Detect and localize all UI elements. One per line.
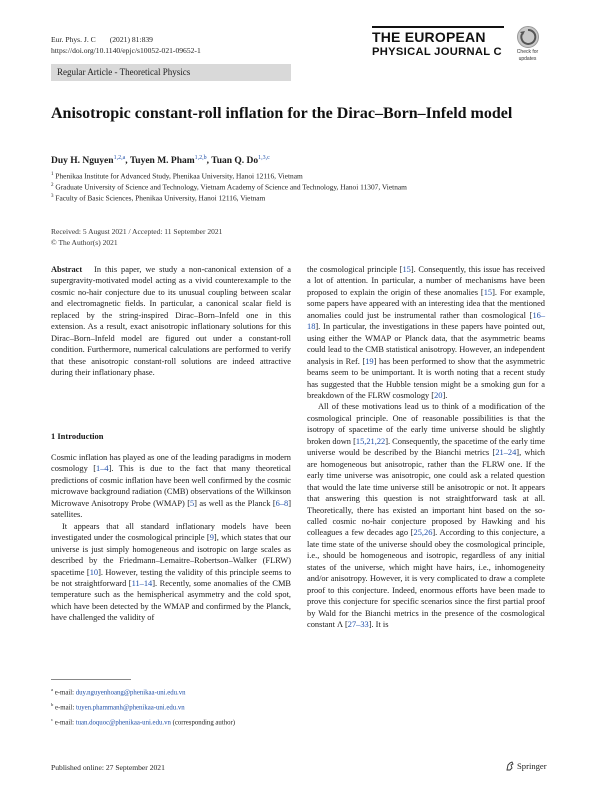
email-link[interactable]: tuan.doquoc@phenikaa-uni.edu.vn [75,719,171,727]
citation-link[interactable]: 25,26 [413,528,433,538]
doi-link[interactable]: https://doi.org/10.1140/epjc/s10052-021-09652-1 [51,46,201,55]
author-list: Duy H. Nguyen$^{1,2,a}$, Tuyen M. Pham$^{1,2,b}$, Tuan Q. Do$^{1,3,c}$ [51,155,270,167]
journal-line2: PHYSICAL JOURNAL C [372,46,502,58]
paper-title: Anisotropic constant-roll inflation for the Dirac–Born–Infeld model [51,105,513,122]
check-for-updates-icon [517,26,539,48]
abstract-label: Abstract [51,265,83,274]
journal-rule [372,26,504,28]
springer-logo [505,761,547,771]
citation-link[interactable]: 15,21,22 [355,436,386,446]
citation-link[interactable]: 5 [189,498,195,508]
citation-link[interactable]: 15 [402,265,411,274]
citation-link[interactable]: 9 [209,533,214,543]
email-link[interactable]: duy.nguyenhoang@phenikaa-uni.edu.vn [75,689,186,697]
paragraph: the cosmological principle [15]. Consequently, this issue has received a lot of attention. In particular, a number of mechanisms have been proposed to explain the origin of these anomalies [15]. For example, some papers have appeared with an interesting idea that the mentioned anomalies could just be instrumental rather than cosmological [16–18]. In particular, the investigations in these papers have pointed out, using either the WMAP or Planck data, that the asymmetric beams could lead to the CMB statistical anisotropy. However, an independent analysis in Ref. [19] has been performed to show that the asymmetric beams seem to be unimportant. It is worth noting that a recent study has suggested that the Hubble tension might be a smoking gun for a breakdown of the FLRW cosmology [20]. [307,265,545,400]
year-pages: (2021) 81:839 [109,35,153,44]
footnote: $^c$ e-mail: tuan.doquoc@phenikaa-uni.edu.vn (corresponding author) [51,716,236,727]
published-online: Published online: 27 September 2021 [51,763,165,772]
citation-link[interactable]: 20 [434,390,443,400]
affiliation [51,192,265,204]
abstract [51,264,291,379]
introduction-text [51,452,291,624]
affiliation-number: 3 [51,194,54,199]
footnote-rule [51,679,131,680]
updates-label-1: Check for [516,49,539,55]
paragraph: It appears that all standard inflationary models have been investigated under the cosmological principle [9], which states that our universe is just simply homogeneous and isotropic on large scales as described by the Friedmann–Lemaitre–Robertson–Walker (FLRW) spacetime [10]. However, testing the validity of this principle seems to be not straightforward [11–14]. Recently, some anomalies of the CMB temperature such as the hemispherical asymmetry and the cold spot, which have been detected by the WMAP and confirmed by the Planck, have challenged the validity of [51,521,292,623]
right-column-text [307,264,545,631]
affiliation-number: 2 [51,183,54,188]
citation-link[interactable]: 1–4 [96,464,109,474]
journal-line1: THE EUROPEAN [372,29,486,45]
affiliation-text: Graduate University of Science and Technology, Vietnam Academy of Science and Technology, Hanoi 11307, Vietnam [55,182,407,192]
author-name: Duy H. Nguyen [51,156,114,167]
author-sup[interactable]: 1,3,c [258,155,270,161]
footnote: $^b$ e-mail: tuyen.phammanh@phenikaa-uni.edu.vn [51,701,185,712]
citation-link[interactable]: 27–33 [347,620,369,630]
abstract-text: In this paper, we study a non-canonical extension of a supergravity-motivated model acting as a vivid counterexample to the cosmic no-hair conjecture due to its unusual coupling between scalar and electromagnetic fields. In particular, a canonical scalar field is replaced by the string-inspired Dirac–Born–Infeld one in this extension. As a result, exact anisotropic inflationary solutions for this Dirac–Born–Infeld model are figured out under a constant-roll condition. Furthermore, numerical calculations are performed to verify that these anisotropic constant-roll solutions are indeed attractive during their inflationary phase. [51,265,292,378]
citation-link[interactable]: 16–18 [307,310,545,332]
citation-link[interactable]: 11–14 [131,578,153,588]
footnotes [51,684,235,729]
received-accepted: Received: 5 August 2021 / Accepted: 11 September 2021 [51,227,223,236]
journal-short: Eur. Phys. J. C [51,35,96,44]
author-sup[interactable]: 1,2,a [113,155,126,161]
running-header [51,34,201,56]
check-for-updates-button[interactable] [511,26,544,62]
author-name: Tuan Q. Do [211,156,259,167]
affiliation-text: Faculty of Basic Sciences, Phenikaa University, Hanoi 12116, Vietnam [55,193,266,203]
section-heading: 1 Introduction [51,431,104,441]
email-link[interactable]: tuyen.phammanh@phenikaa-uni.edu.vn [75,704,185,712]
paragraph: All of these motivations lead us to think of a modification of the cosmological principle. One of reasonable possibilities is that the isotropy of spacetime of the early time universe should be slightly broken down [15,21,22]. Consequently, the spacetime of the early time universe would be described by the Bianchi metrics [21–24], which are homogeneous but anisotropic, rather than the FLRW one. If the early time universe was anisotropic, one could ask a related question that would the late time universe still be anisotropic or not. It appears that answering this question is not straightforward task at all. Theoretically, there has existed an important hint based on the so-called cosmic no-hair conjecture proposed by Hawking and his colleagues a few decades ago [25,26]. According to this conjecture, a late time state of the universe should obey the cosmological principle, i.e., should be homogeneous and isotropic, regardless of any initial states of the universe, which might have hairs, i.e., inhomogeneity and/or anisotropy. However, it is very complicated to draw a complete proof to this conjecture. Indeed, enormous efforts have been made to prove this conjecture for specific scenarios since the first partial proof by Wald for the Bianchi metrics in the presence of the cosmological constant Λ [27–33]. It is [307,402,545,630]
author-name: Tuyen M. Pham [129,156,195,167]
springer-text: Springer [517,761,547,771]
article-type: Regular Article - Theoretical Physics [57,67,191,77]
citation-link[interactable]: 15 [483,287,493,297]
citation-link[interactable]: 19 [365,356,374,366]
citation-link[interactable]: 10 [89,567,99,577]
author-sup[interactable]: 1,2,b [194,155,207,161]
copyright: © The Author(s) 2021 [51,237,118,247]
citation-link[interactable]: 21–24 [495,448,517,458]
dates-block [51,227,222,248]
citation-link[interactable]: 6–8 [275,498,289,508]
updates-label-2: updates [518,56,537,62]
affiliation-text: Phenikaa Institute for Advanced Study, Phenikaa University, Hanoi 12116, Vietnam [55,171,303,181]
affiliation-number: 1 [51,172,54,177]
journal-logo [372,30,502,60]
article-type-band [51,64,291,81]
springer-horse-icon [505,761,515,771]
footnote: $^a$ e-mail: duy.nguyenhoang@phenikaa-uni.edu.vn [51,687,186,697]
paragraph: Cosmic inflation has played as one of the leading paradigms in modern cosmology [1–4]. This is due to the fact that many theoretical predictions of cosmic inflation have been well confirmed by the cosmic microwave background radiation (CMB) observations of the Wilkinson Microwave Anisotropy Probe (WMAP) [5] as well as the Planck [6–8] satellites. [51,453,292,520]
